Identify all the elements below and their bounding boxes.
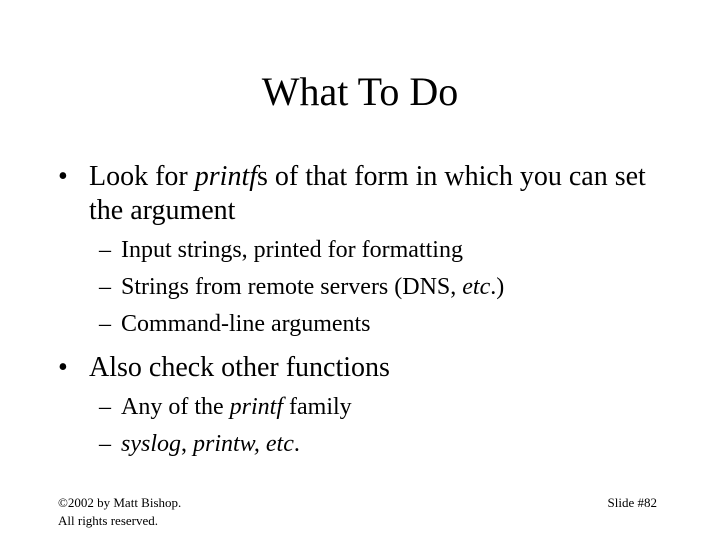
dash-icon: – bbox=[99, 237, 111, 263]
bullet-text-post: s of that form in which you can set the argument bbox=[89, 161, 646, 226]
sub-bullet-text-post: family bbox=[283, 394, 352, 420]
sub-bullet-input-strings bbox=[89, 232, 658, 269]
sub-bullet-text-pre: Strings from remote servers (DNS, bbox=[121, 274, 463, 300]
sub-list bbox=[89, 389, 658, 463]
dash-icon: – bbox=[99, 311, 111, 337]
dash-icon: – bbox=[99, 394, 111, 420]
sub-bullet-text: Input strings, printed for formatting bbox=[121, 237, 463, 263]
bullet-dot-icon: • bbox=[58, 352, 68, 383]
dash-icon: – bbox=[99, 274, 111, 300]
sub-list bbox=[89, 232, 658, 343]
sub-bullet-remote-servers bbox=[89, 269, 658, 306]
bullet-text-pre: Look for bbox=[89, 161, 195, 192]
copyright-line-2: All rights reserved. bbox=[58, 513, 159, 528]
slide-title: What To Do bbox=[261, 69, 459, 114]
sub-bullet-text-em: printf bbox=[229, 394, 283, 420]
slide-number: Slide #82 bbox=[607, 495, 657, 510]
bullet-also-check bbox=[58, 351, 658, 463]
sub-bullet-text: Command-line arguments bbox=[121, 311, 371, 337]
bullet-text-em: printf bbox=[194, 161, 257, 192]
bullet-look-for-printfs bbox=[58, 160, 658, 343]
footer-copyright bbox=[58, 494, 181, 530]
copyright-line-1: ©2002 by Matt Bishop. bbox=[58, 495, 182, 510]
sub-bullet-command-line bbox=[89, 306, 658, 343]
sub-bullet-text-post: .) bbox=[490, 274, 505, 300]
bullet-dot-icon: • bbox=[58, 161, 68, 192]
bullet-list bbox=[58, 160, 658, 463]
sub-bullet-text-em: etc bbox=[462, 274, 491, 300]
sub-bullet-syslog-printw bbox=[89, 426, 658, 463]
sub-bullet-text-em: syslog bbox=[121, 431, 181, 457]
sub-bullet-text-post: . bbox=[293, 431, 300, 457]
sub-bullet-text-mid: , bbox=[181, 431, 193, 457]
bullet-text: Also check other functions bbox=[89, 352, 390, 383]
sub-bullet-text-em2: printw, etc bbox=[193, 431, 294, 457]
sub-bullet-printf-family bbox=[89, 389, 658, 426]
dash-icon: – bbox=[99, 431, 111, 457]
sub-bullet-text-pre: Any of the bbox=[121, 394, 230, 420]
